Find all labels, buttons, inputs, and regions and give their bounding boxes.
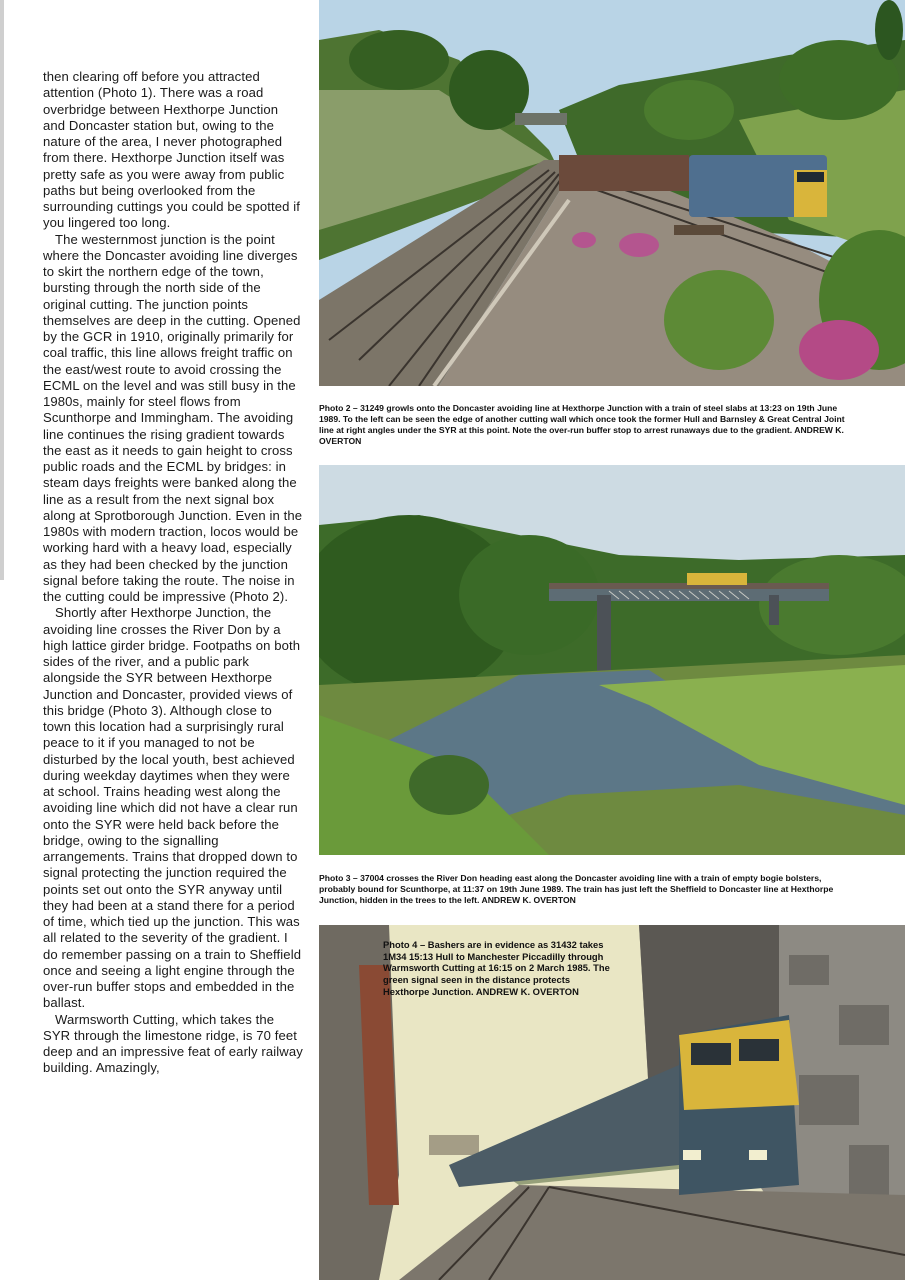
paragraph-1: then clearing off before you attracted attention (Photo 1). There was a road overbridge between Hexthorpe Junction and Doncaster station but, owing to the nature of the area, I never photographed from there. Hexthorpe Junction itself was pretty safe as you were away from public paths but being overlooked from the surrounding cuttings you could be spotted if you lingered too long. bbox=[43, 69, 300, 231]
article-body bbox=[43, 69, 303, 1077]
paragraph-3: Shortly after Hexthorpe Junction, the avoiding line crosses the River Don by a high lattice girder bridge. Footpaths on both sides of the river, and a public park alongside the SYR between Hexthorpe Junction and Doncaster, provided views of this bridge (Photo 3). Although close to town this location had a surprisingly rural peace to it if you managed to not be disturbed by the local youth, best achieved during weekday daytimes when they were at school. Trains heading west along the avoiding line which did not have a clear run onto the SYR were held back before the bridge, owing to the signalling arrangements. Trains that dropped down to signal protecting the junction required the points set out onto the SYR anyway until they had been at a stand there for a period of time, which tied up the junction. This was all related to the severity of the gradient. I do remember passing on a train to Sheffield once and seeing a light engine through the over-run buffer stops and embedded in the ballast. bbox=[43, 605, 302, 1011]
page-edge-bar bbox=[0, 0, 4, 580]
photo-3-river-don-bridge bbox=[319, 465, 905, 855]
photo-4-caption: Photo 4 – Bashers are in evidence as 31432 takes 1M34 15:13 Hull to Manchester Piccadilly through Warmsworth Cutting at 16:15 on 2 March 1985. The green signal seen in the distance protects Hexthorpe Junction. ANDREW K. OVERTON bbox=[383, 939, 610, 997]
paragraph-2: The westernmost junction is the point where the Doncaster avoiding line diverges to skirt the northern edge of the town, bursting through the north side of the original cutting. The junction points themselves are deep in the cutting. Opened by the GCR in 1910, originally primarily for coal traffic, this line allows freight traffic on the east/west route to avoid crossing the ECML on the level and was still busy in the 1980s, mainly for steel flows from Scunthorpe and Immingham. The avoiding line continues the rising gradient towards the east as it needs to gain height to cross public roads and the ECML by bridges: in steam days freights were banked along the line as a result from the next signal box along at Sprotborough Junction. Even in the 1980s with modern traction, locos would be working hard with a heavy load, especially as they had been checked by the junction signal before taking the route. The noise in the cutting could be impressive (Photo 2). bbox=[43, 231, 303, 604]
photo-3-caption: Photo 3 – 37004 crosses the River Don heading east along the Doncaster avoiding line with a train of empty bogie bolsters, probably bound for Scunthorpe, at 11:37 on 19th June 1989. The train has just left the Sheffield to Doncaster line at Hexthorpe Junction, hidden in the trees to the left. ANDREW K. OVERTON bbox=[319, 873, 834, 905]
photo-2-hexthorpe-junction bbox=[319, 0, 905, 386]
photo-2-caption: Photo 2 – 31249 growls onto the Doncaster avoiding line at Hexthorpe Junction with a train of steel slabs at 13:23 on 19th June 1989. To the left can be seen the edge of another cutting wall which once took the former Hull and Barnsley & Great Central Joint line at right angles under the SYR at this point. Note the over-run buffer stop to arrest runaways due to the gradient. ANDREW K. OVERTON bbox=[319, 403, 845, 446]
paragraph-4: Warmsworth Cutting, which takes the SYR through the limestone ridge, is 70 feet deep and an impressive feat of early railway building. Amazingly, bbox=[43, 1011, 303, 1076]
